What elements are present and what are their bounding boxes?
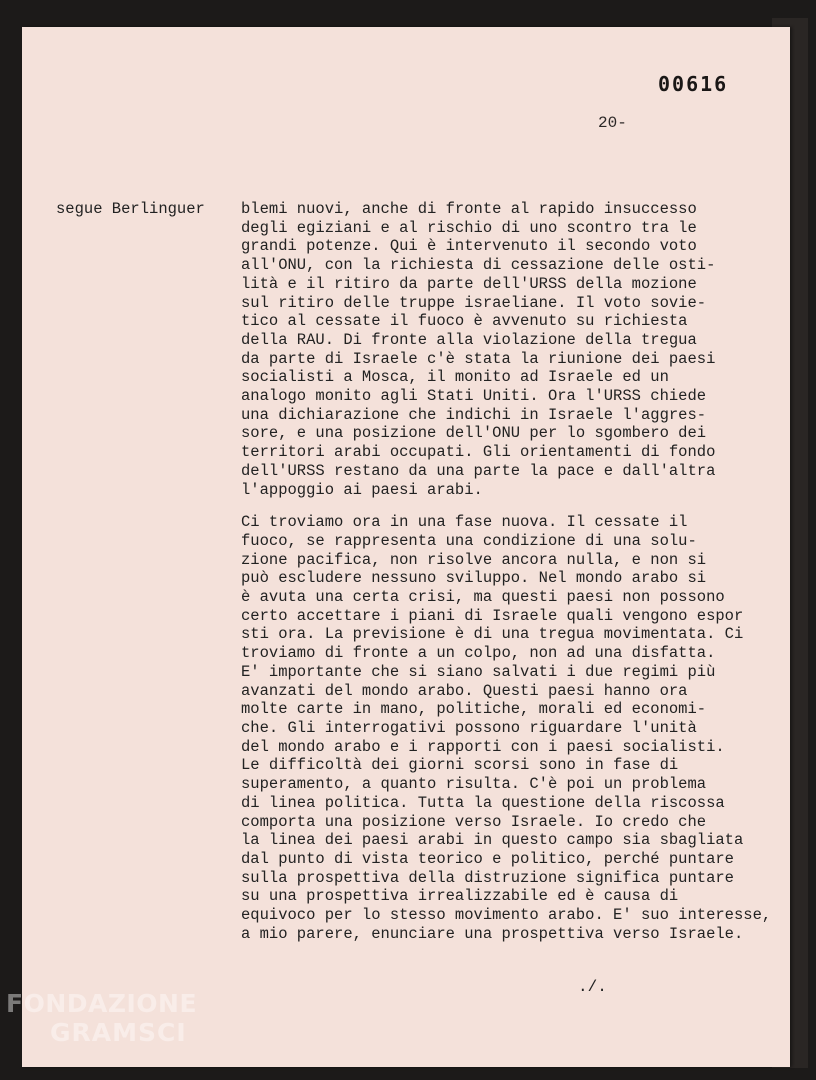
text-line: una dichiarazione che indichi in Israele l'aggres- <box>241 405 707 424</box>
text-line: comporta una posizione verso Israele. Io credo che <box>241 812 707 831</box>
text-line: zione pacifica, non risolve ancora nulla, e non si <box>241 550 707 569</box>
archive-page-number: 00616 <box>658 72 729 96</box>
text-line: analogo monito agli Stati Uniti. Ora l'URSS chiede <box>241 387 707 406</box>
text-line: dell'URSS restano da una parte la pace e dall'altra <box>241 461 716 480</box>
text-line: a mio parere, enunciare una prospettiva verso Israele. <box>241 924 744 943</box>
text-line: troviamo di fronte a un colpo, non ad una disfatta. <box>241 644 716 663</box>
text-line: molte carte in mano, politiche, morali ed economi- <box>241 700 707 719</box>
text-line: sti ora. La previsione è di una tregua movimentata. Ci <box>241 625 744 644</box>
text-line: di linea politica. Tutta la questione della riscossa <box>241 793 725 812</box>
text-line: degli egiziani e al rischio di uno scontro tra le <box>241 218 697 237</box>
text-line: sore, e una posizione dell'ONU per lo sgombero dei <box>241 424 707 443</box>
text-line: la linea dei paesi arabi in questo campo sia sbagliata <box>241 831 744 850</box>
text-line: blemi nuovi, anche di fronte al rapido insuccesso <box>241 200 697 218</box>
paragraph-gap <box>241 499 786 513</box>
text-line: su una prospettiva irrealizzabile ed è causa di <box>241 887 679 906</box>
body-text <box>241 200 786 943</box>
text-line: può escludere nessuno sviluppo. Nel mondo arabo si <box>241 569 707 588</box>
continuation-mark: ./. <box>578 978 607 996</box>
text-line: equivoco per lo stesso movimento arabo. E' suo interesse, <box>241 906 772 925</box>
page-sequence-number: 20- <box>598 114 627 132</box>
text-line: E' importante che si siano salvati i due regimi più <box>241 662 716 681</box>
text-line: socialisti a Mosca, il monito ad Israele ed un <box>241 368 669 387</box>
text-line: Ci troviamo ora in una fase nuova. Il cessate il <box>241 513 688 532</box>
paragraph-1 <box>241 200 786 499</box>
text-line: l'appoggio ai paesi arabi. <box>241 480 483 499</box>
text-line: dal punto di vista teorico e politico, perché puntare <box>241 849 734 868</box>
text-line: superamento, a quanto risulta. C'è poi un problema <box>241 775 707 794</box>
logo-line-1: FONDAZIONE <box>6 989 198 1018</box>
text-line: della RAU. Di fronte alla violazione della tregua <box>241 330 697 349</box>
text-line: sulla prospettiva della distruzione significa puntare <box>241 868 734 887</box>
text-line: del mondo arabo e i rapporti con i paesi socialisti. <box>241 737 725 756</box>
text-line: è avuta una certa crisi, ma questi paesi non possono <box>241 588 725 607</box>
paragraph-2 <box>241 513 786 943</box>
text-line: grandi potenze. Qui è intervenuto il secondo voto <box>241 237 697 256</box>
text-line: Le difficoltà dei giorni scorsi sono in fase di <box>241 756 679 775</box>
text-line: sul ritiro delle truppe israeliane. Il voto sovie- <box>241 293 707 312</box>
text-line: che. Gli interrogativi possono riguardare l'unità <box>241 718 697 737</box>
speaker-label: segue Berlinguer <box>56 200 205 218</box>
text-line: tico al cessate il fuoco è avvenuto su richiesta <box>241 312 688 331</box>
text-line: territori arabi occupati. Gli orientamenti di fondo <box>241 443 716 462</box>
text-line: all'ONU, con la richiesta di cessazione delle osti- <box>241 256 716 275</box>
logo-line-2: GRAMSCI <box>50 1018 187 1047</box>
text-line: da parte di Israele c'è stata la riunione dei paesi <box>241 349 716 368</box>
text-line: fuoco, se rappresenta una condizione di una solu- <box>241 531 697 550</box>
text-line: lità e il ritiro da parte dell'URSS della mozione <box>241 274 697 293</box>
text-line: certo accettare i piani di Israele quali vengono espor <box>241 606 744 625</box>
fondazione-gramsci-logo <box>6 990 197 1048</box>
text-line: avanzati del mondo arabo. Questi paesi hanno ora <box>241 681 688 700</box>
